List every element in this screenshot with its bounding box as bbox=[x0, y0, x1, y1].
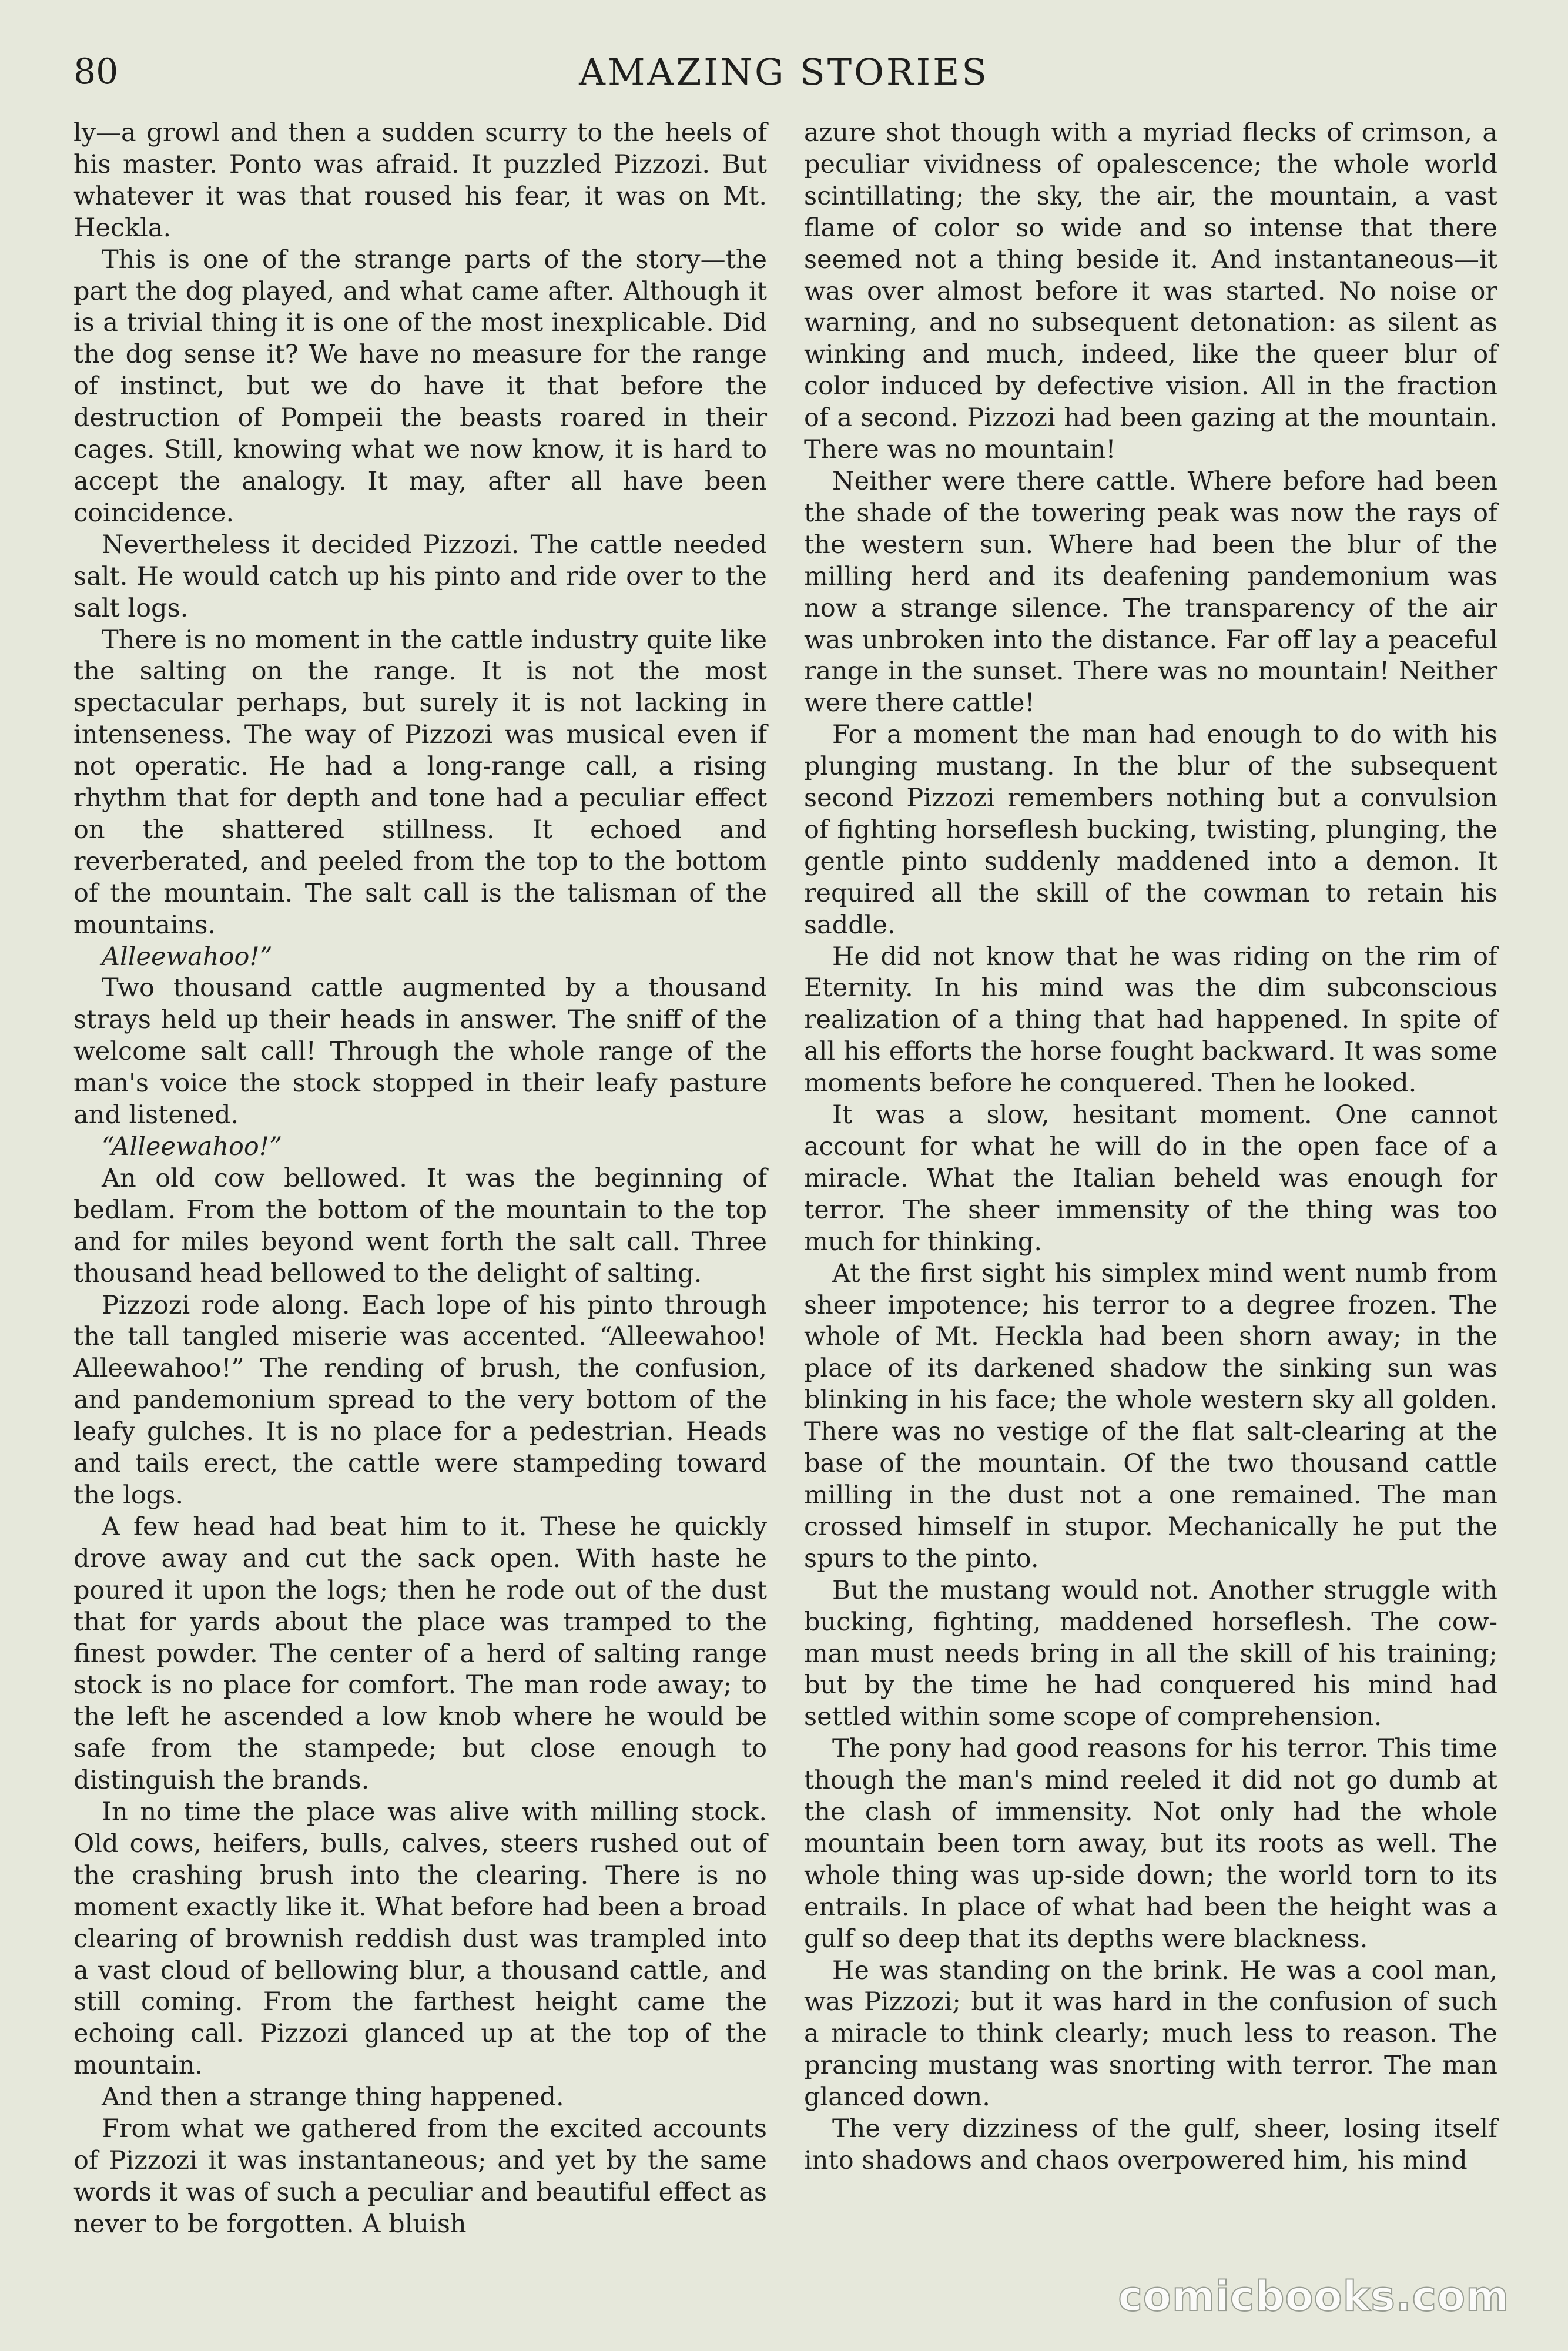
paragraph: He did not know that he was riding on the rim of Eternity. In his mind was the dim subconscious realization of a thing that had happened. In spite of all his efforts the horse fought backward. It was some moments before he conquered. Then he looked. bbox=[804, 942, 1497, 1099]
paragraph: azure shot though with a myriad flecks of crimson, a peculiar vividness of opalescence; the whole world scintillating; the sky, the air, the mountain, a vast flame of color so wide and so intense that there seemed not a thing beside it. And instantaneous—it was over almost before it was started. No noise or warning, and no subsequent detonation: as silent as winking and much, indeed, like the queer blur of color induced by defective vision. All in the fraction of a second. Pizzozi had been gazing at the mountain. There was no mountain! bbox=[804, 118, 1497, 465]
paragraph: A few head had beat him to it. These he quickly drove away and cut the sack open. With haste he poured it upon the logs; then he rode out of the dust that for yards about the place was tramped to the finest powder. The center of a herd of salting range stock is no place for comfort. The man rode away; to the left he ascended a low knob where he would be safe from the stampede; but close enough to distinguish the brands. bbox=[73, 1512, 767, 1796]
paragraph: But the mustang would not. Another struggle with bucking, fighting, maddened horseflesh. The cow-man must needs bring in all the skill of his training; but by the time he had conquered his mind had settled within some scope of comprehension. bbox=[804, 1575, 1497, 1732]
paragraph: And then a strange thing happened. bbox=[102, 2082, 564, 2112]
page-number: 80 bbox=[73, 51, 119, 92]
paragraph: There is no moment in the cattle industry quite like the salting on the range. It is not the most spectacular perhaps, but surely it is not lacking in intenseness. The way of Pizzozi was musical even if not operatic. He had a long-range call, a rising rhythm that for depth and tone had a peculiar effect on the shattered stillness. It echoed and reverberated, and peeled from the top to the bottom of the mountain. The salt call is the talisman of the mountains. bbox=[73, 625, 767, 940]
watermark-logo: comicbooks.com bbox=[1118, 2272, 1509, 2320]
paragraph: He was standing on the brink. He was a cool man, was Pizzozi; but it was hard in the confusion of such a miracle to think clearly; much less to reason. The prancing mustang was snorting with terror. The man glanced down. bbox=[804, 1955, 1497, 2112]
right-column bbox=[804, 118, 1497, 2177]
paragraph: From what we gathered from the excited accounts of Pizzozi it was instantaneous; and yet by the same words it was of such a peculiar and beautiful effect as never to be forgotten. A bluish bbox=[73, 2114, 767, 2239]
paragraph: It was a slow, hesitant moment. One cannot account for what he will do in the open face of a miracle. What the Italian beheld was enough for terror. The sheer immensity of the thing was too much for thinking. bbox=[804, 1100, 1497, 1257]
salt-call-line: Alleewahoo!” bbox=[102, 942, 273, 972]
paragraph: ly—a growl and then a sudden scurry to the heels of his master. Ponto was afraid. It puzzled Pizzozi. But whatever it was that roused his fear, it was on Mt. Heckla. bbox=[73, 118, 767, 243]
salt-call-line: “Alleewahoo!” bbox=[102, 1132, 283, 1161]
paragraph: Two thousand cattle augmented by a thousand strays held up their heads in answer. The sniff of the welcome salt call! Through the whole range of the man's voice the stock stopped in their leafy pasture and listened. bbox=[73, 973, 767, 1130]
paragraph: The very dizziness of the gulf, sheer, losing itself into shadows and chaos overpowered him, his mind bbox=[804, 2114, 1497, 2175]
paragraph: Pizzozi rode along. Each lope of his pinto through the tall tangled miserie was accented. “Alleewahoo! Alleewahoo!” The rending of brush, the confusion, and pandemonium spread to the very bottom of the leafy gulches. It is no place for a pedestrian. Heads and tails erect, the cattle were stampeding toward the logs. bbox=[73, 1290, 767, 1510]
paragraph: An old cow bellowed. It was the beginning of bedlam. From the bottom of the mountain to the top and for miles beyond went forth the salt call. Three thousand head bellowed to the delight of salting. bbox=[73, 1163, 767, 1288]
paragraph: The pony had good reasons for his terror. This time though the man's mind reeled it did not go dumb at the clash of immensity. Not only had the whole mountain been torn away, but its roots as well. The whole thing was up-side down; the world torn to its entrails. In place of what had been the height was a gulf so deep that its depths were blackness. bbox=[804, 1734, 1497, 1954]
paragraph: At the first sight his simplex mind went numb from sheer impotence; his terror to a degree frozen. The whole of Mt. Heckla had been shorn away; in the place of its darkened shadow the sinking sun was blinking in his face; the whole western sky all golden. There was no vestige of the flat salt-clearing at the base of the mountain. Of the two thousand cattle milling in the dust not a one remained. The man crossed himself in stupor. Mechanically he put the spurs to the pinto. bbox=[804, 1258, 1497, 1573]
paragraph: Neither were there cattle. Where before had been the shade of the towering peak was now the rays of the western sun. Where had been the blur of the milling herd and its deafening pandemonium was now a strange silence. The transparency of the air was unbroken into the distance. Far off lay a peaceful range in the sunset. There was no mountain! Neither were there cattle! bbox=[804, 466, 1497, 718]
paragraph: For a moment the man had enough to do with his plunging mustang. In the blur of the subsequent second Pizzozi remembers nothing but a convulsion of fighting horseflesh bucking, twisting, plunging, the gentle pinto suddenly maddened into a demon. It required all the skill of the cowman to retain his saddle. bbox=[804, 720, 1497, 940]
paragraph: In no time the place was alive with milling stock. Old cows, heifers, bulls, calves, steers rushed out of the crashing brush into the clearing. There is no moment exactly like it. What before had been a broad clearing of brownish reddish dust was trampled into a vast cloud of bellowing blur, a thousand cattle, and still coming. From the farthest height came the echoing call. Pizzozi glanced up at the top of the mountain. bbox=[73, 1797, 767, 2081]
running-head-title: AMAZING STORIES bbox=[579, 51, 989, 93]
left-column bbox=[73, 118, 767, 2241]
paragraph: This is one of the strange parts of the story—the part the dog played, and what came after. Although it is a trivial thing it is one of the most inexplicable. Did the dog sense it? We have no measure for the range of instinct, but we do have it that before the destruction of Pompeii the beasts roared in their cages. Still, knowing what we now know, it is hard to accept the analogy. It may, after all have been coincidence. bbox=[73, 245, 767, 528]
paragraph: Nevertheless it decided Pizzozi. The cattle needed salt. He would catch up his pinto and ride over to the salt logs. bbox=[73, 530, 767, 623]
